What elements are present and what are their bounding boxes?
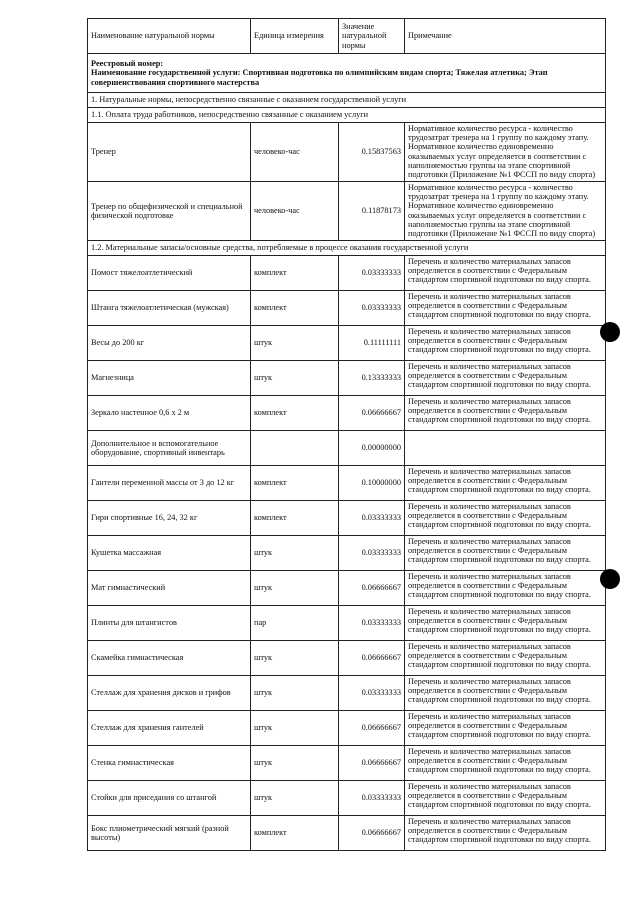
table-row xyxy=(88,123,606,182)
cell-unit: комплект xyxy=(251,291,339,326)
norms-table xyxy=(87,18,606,851)
section-row xyxy=(88,108,606,123)
cell-name: Гири спортивные 16, 24, 32 кг xyxy=(88,501,251,536)
cell-note: Перечень и количество материальных запасов определяется в соответствии с Федеральным стандартом спортивной подготовки по виду спорта. xyxy=(405,466,606,501)
cell-value: 0.11878173 xyxy=(339,182,405,241)
cell-value: 0.03333333 xyxy=(339,781,405,816)
cell-unit: штук xyxy=(251,781,339,816)
cell-value: 0.03333333 xyxy=(339,291,405,326)
cell-value: 0.15837563 xyxy=(339,123,405,182)
table-row xyxy=(88,781,606,816)
header-cell-value: Значение натуральной нормы xyxy=(339,19,405,54)
cell-note: Перечень и количество материальных запасов определяется в соответствии с Федеральным стандартом спортивной подготовки по виду спорта. xyxy=(405,291,606,326)
section-title: 1. Натуральные нормы, непосредственно связанные с оказанием государственной услуги xyxy=(88,93,606,108)
cell-value: 0.06666667 xyxy=(339,711,405,746)
cell-name: Дополнительное и вспомогательное оборудование, спортивный инвентарь xyxy=(88,431,251,466)
registry-row xyxy=(88,54,606,93)
table-row xyxy=(88,326,606,361)
header-cell-note: Примечание xyxy=(405,19,606,54)
cell-name: Магнезница xyxy=(88,361,251,396)
registry-cell xyxy=(88,54,606,93)
cell-unit: комплект xyxy=(251,396,339,431)
section-row xyxy=(88,241,606,256)
table-row xyxy=(88,431,606,466)
cell-value: 0.00000000 xyxy=(339,431,405,466)
service-name: Наименование государственной услуги: Спортивная подготовка по олимпийским видам спорта; Тяжелая атлетика; Этап совершенствования спортивного мастерства xyxy=(91,68,548,87)
cell-unit: человеко-час xyxy=(251,182,339,241)
binder-hole xyxy=(600,569,620,589)
table-row xyxy=(88,536,606,571)
cell-unit: комплект xyxy=(251,501,339,536)
cell-note: Перечень и количество материальных запасов определяется в соответствии с Федеральным стандартом спортивной подготовки по виду спорта. xyxy=(405,641,606,676)
cell-name: Скамейка гимнастическая xyxy=(88,641,251,676)
cell-unit xyxy=(251,431,339,466)
cell-value: 0.03333333 xyxy=(339,606,405,641)
cell-value: 0.06666667 xyxy=(339,396,405,431)
cell-unit: пар xyxy=(251,606,339,641)
cell-unit: комплект xyxy=(251,256,339,291)
table-row xyxy=(88,816,606,851)
table-row xyxy=(88,711,606,746)
cell-note: Перечень и количество материальных запасов определяется в соответствии с Федеральным стандартом спортивной подготовки по виду спорта. xyxy=(405,256,606,291)
subsection-title: 1.2. Материальные запасы/основные средства, потребляемые в процессе оказания государственной услуги xyxy=(88,241,606,256)
cell-unit: штук xyxy=(251,536,339,571)
table-row xyxy=(88,676,606,711)
cell-note: Перечень и количество материальных запасов определяется в соответствии с Федеральным стандартом спортивной подготовки по виду спорта. xyxy=(405,326,606,361)
cell-unit: штук xyxy=(251,711,339,746)
cell-name: Тренер xyxy=(88,123,251,182)
cell-value: 0.03333333 xyxy=(339,501,405,536)
table-row xyxy=(88,641,606,676)
cell-value: 0.03333333 xyxy=(339,676,405,711)
cell-note: Перечень и количество материальных запасов определяется в соответствии с Федеральным стандартом спортивной подготовки по виду спорта. xyxy=(405,746,606,781)
cell-value: 0.06666667 xyxy=(339,571,405,606)
table-row xyxy=(88,256,606,291)
table-row xyxy=(88,501,606,536)
cell-unit: комплект xyxy=(251,466,339,501)
cell-note: Нормативное количество ресурса - количество трудозатрат тренера на 1 группу по каждому этапу. Нормативное количество единовременно оказываемых услуг определяется в соответствии с наполняемостью группы на этапе спортивной подготовки (Приложение №1 ФССП по виду спорта) xyxy=(405,182,606,241)
cell-value: 0.06666667 xyxy=(339,816,405,851)
cell-note: Перечень и количество материальных запасов определяется в соответствии с Федеральным стандартом спортивной подготовки по виду спорта. xyxy=(405,816,606,851)
norms-table-body xyxy=(88,19,606,851)
cell-unit: штук xyxy=(251,361,339,396)
table-row xyxy=(88,606,606,641)
cell-value: 0.11111111 xyxy=(339,326,405,361)
cell-unit: человеко-час xyxy=(251,123,339,182)
cell-name: Плинты для штангистов xyxy=(88,606,251,641)
header-row xyxy=(88,19,606,54)
cell-value: 0.06666667 xyxy=(339,746,405,781)
section-row xyxy=(88,93,606,108)
table-row xyxy=(88,182,606,241)
cell-name: Зеркало настенное 0,6 x 2 м xyxy=(88,396,251,431)
cell-value: 0.03333333 xyxy=(339,536,405,571)
cell-name: Стеллаж для хранения гантелей xyxy=(88,711,251,746)
cell-note: Перечень и количество материальных запасов определяется в соответствии с Федеральным стандартом спортивной подготовки по виду спорта. xyxy=(405,501,606,536)
cell-name: Кушетка массажная xyxy=(88,536,251,571)
cell-note: Перечень и количество материальных запасов определяется в соответствии с Федеральным стандартом спортивной подготовки по виду спорта. xyxy=(405,711,606,746)
cell-note: Перечень и количество материальных запасов определяется в соответствии с Федеральным стандартом спортивной подготовки по виду спорта. xyxy=(405,781,606,816)
cell-note: Перечень и количество материальных запасов определяется в соответствии с Федеральным стандартом спортивной подготовки по виду спорта. xyxy=(405,536,606,571)
cell-name: Весы до 200 кг xyxy=(88,326,251,361)
cell-unit: штук xyxy=(251,326,339,361)
cell-value: 0.03333333 xyxy=(339,256,405,291)
cell-name: Стенка гимнастическая xyxy=(88,746,251,781)
cell-note: Перечень и количество материальных запасов определяется в соответствии с Федеральным стандартом спортивной подготовки по виду спорта. xyxy=(405,676,606,711)
cell-unit: штук xyxy=(251,641,339,676)
cell-unit: штук xyxy=(251,571,339,606)
header-cell-unit: Единица измерения xyxy=(251,19,339,54)
cell-note: Перечень и количество материальных запасов определяется в соответствии с Федеральным стандартом спортивной подготовки по виду спорта. xyxy=(405,606,606,641)
cell-note: Перечень и количество материальных запасов определяется в соответствии с Федеральным стандартом спортивной подготовки по виду спорта. xyxy=(405,396,606,431)
cell-name: Стеллаж для хранения дисков и грифов xyxy=(88,676,251,711)
table-row xyxy=(88,571,606,606)
cell-name: Стойки для приседания со штангой xyxy=(88,781,251,816)
cell-unit: комплект xyxy=(251,816,339,851)
cell-note: Нормативное количество ресурса - количество трудозатрат тренера на 1 группу по каждому этапу. Нормативное количество единовременно оказываемых услуг определяется в соответствии с наполняемостью группы на этапе спортивной подготовки (Приложение №1 ФССП по виду спорта) xyxy=(405,123,606,182)
cell-name: Помост тяжелоатлетический xyxy=(88,256,251,291)
cell-note: Перечень и количество материальных запасов определяется в соответствии с Федеральным стандартом спортивной подготовки по виду спорта. xyxy=(405,571,606,606)
subsection-title: 1.1. Оплата труда работников, непосредственно связанные с оказанием услуги xyxy=(88,108,606,123)
cell-name: Бокс плиометрический мягкий (разной высоты) xyxy=(88,816,251,851)
cell-name: Штанга тяжелоатлетическая (мужская) xyxy=(88,291,251,326)
table-row xyxy=(88,466,606,501)
cell-note xyxy=(405,431,606,466)
registry-number-label: Реестровый номер: xyxy=(91,59,164,69)
cell-name: Мат гимнастический xyxy=(88,571,251,606)
cell-note: Перечень и количество материальных запасов определяется в соответствии с Федеральным стандартом спортивной подготовки по виду спорта. xyxy=(405,361,606,396)
binder-hole xyxy=(600,322,620,342)
table-row xyxy=(88,746,606,781)
table-row xyxy=(88,361,606,396)
cell-value: 0.13333333 xyxy=(339,361,405,396)
cell-value: 0.10000000 xyxy=(339,466,405,501)
table-row xyxy=(88,291,606,326)
cell-value: 0.06666667 xyxy=(339,641,405,676)
cell-unit: штук xyxy=(251,746,339,781)
cell-unit: штук xyxy=(251,676,339,711)
cell-name: Тренер по общефизической и специальной физической подготовке xyxy=(88,182,251,241)
header-cell-name: Наименование натуральной нормы xyxy=(88,19,251,54)
cell-name: Гантели переменной массы от 3 до 12 кг xyxy=(88,466,251,501)
table-row xyxy=(88,396,606,431)
